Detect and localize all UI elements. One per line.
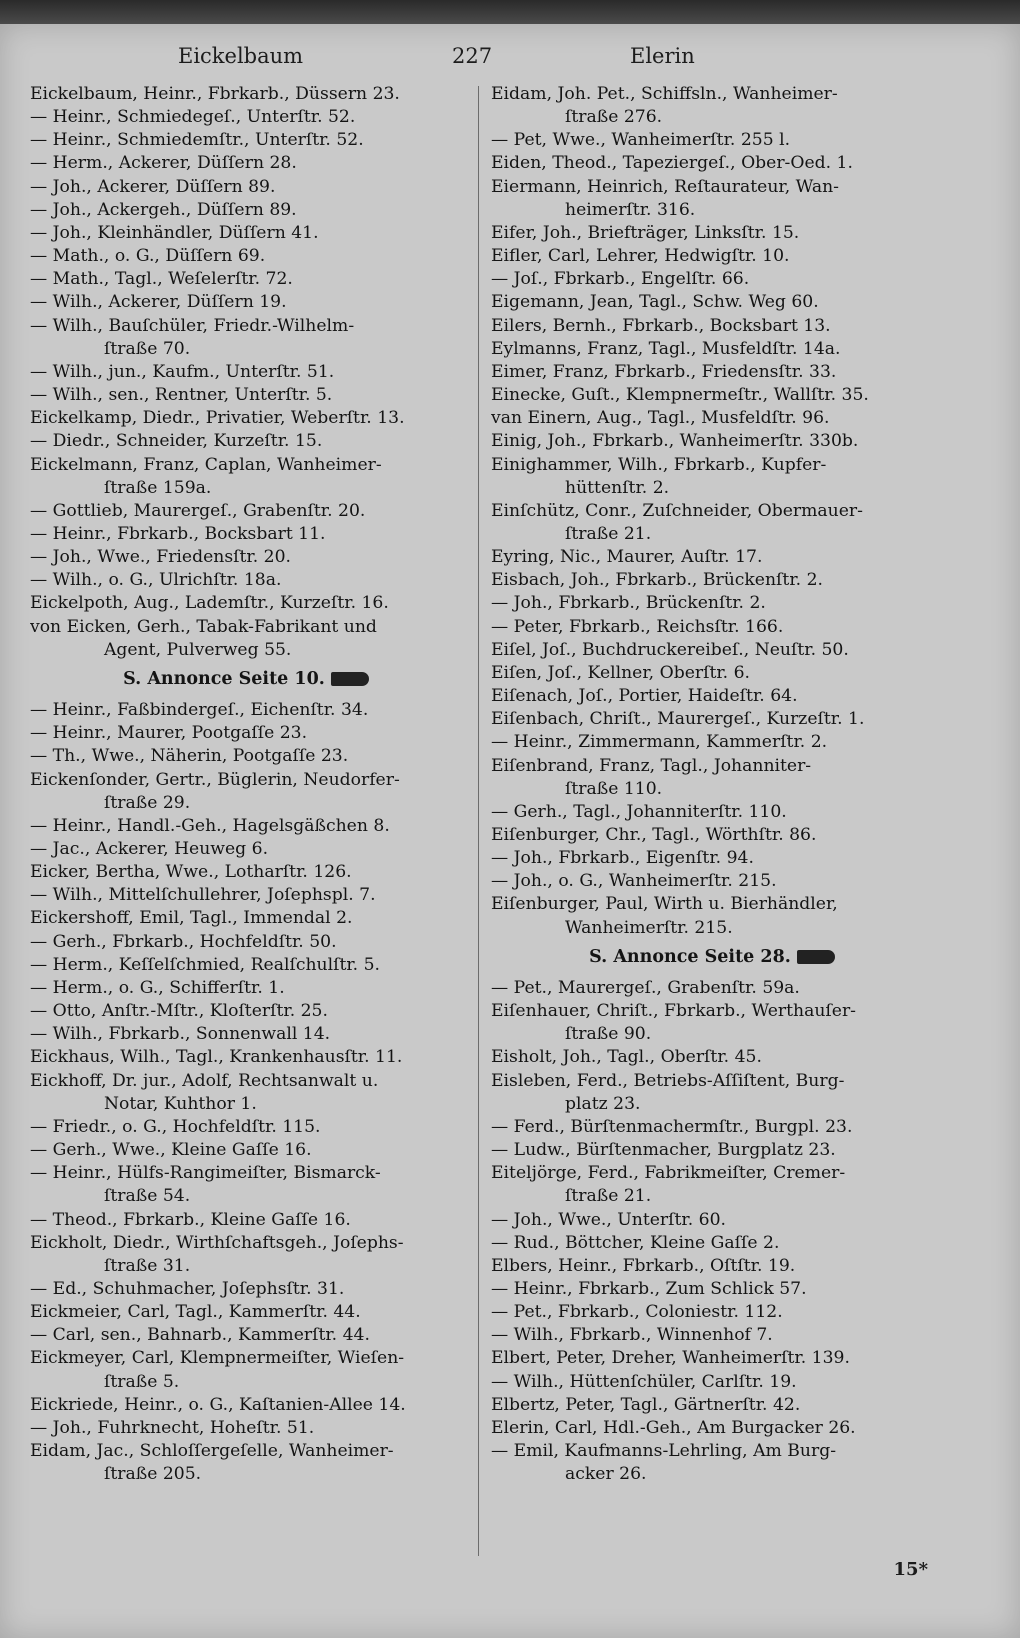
annonce-text: S. Annonce Seite 10. (123, 668, 325, 689)
directory-entry: Eiden, Theod., Tapeziergeſ., Ober-Oed. 1. (491, 153, 853, 174)
directory-entry: Eigemann, Jean, Tagl., Schw. Weg 60. (491, 292, 819, 313)
directory-entry: Eiſenburger, Chr., Tagl., Wörthſtr. 86. (491, 825, 817, 845)
directory-entry: — Math., Tagl., Weſelerſtr. 72. (30, 269, 293, 290)
directory-entry: — Pet., Fbrkarb., Coloniestr. 112. (491, 1302, 783, 1323)
directory-entry: — Math., o. G., Düſſern 69. (30, 246, 266, 267)
directory-entry: Einecke, Guſt., Klempnermeſtr., Wallſtr. 35. (491, 385, 869, 406)
directory-entry: — Heinr., Fbrkarb., Bocksbart 11. (30, 523, 326, 544)
entry-continuation-line: ſtraße 159a. (104, 477, 212, 498)
directory-entry: Eiſen, Joſ., Kellner, Oberſtr. 6. (491, 662, 751, 683)
directory-entry: — Heinr., Faßbindergeſ., Eichenſtr. 34. (30, 700, 369, 721)
directory-entry: Eiſenbrand, Franz, Tagl., Johanniter- (491, 755, 812, 776)
directory-entry: Eickriede, Heinr., o. G., Kaſtanien-Allee 14. (30, 1394, 406, 1415)
entry-continuation-line: ſtraße 110. (565, 778, 663, 799)
directory-entry: Eidam, Jac., Schloſſergeſelle, Wanheimer- (30, 1441, 394, 1462)
signature-mark: 15* (893, 1559, 928, 1580)
directory-entry: — Wilh., sen., Rentner, Unterſtr. 5. (30, 385, 333, 406)
directory-entry: — Jac., Ackerer, Heuweg 6. (30, 839, 269, 859)
left-column (30, 83, 462, 1486)
column-divider (478, 86, 479, 1556)
directory-entry: — Th., Wwe., Näherin, Pootgaſſe 23. (30, 746, 349, 767)
directory-entry: Eidam, Joh. Pet., Schiffsln., Wanheimer- (491, 84, 838, 104)
directory-entry: — Joh., Wwe., Unterſtr. 60. (491, 1209, 726, 1230)
directory-entry: Eickelpoth, Aug., Lademſtr., Kurzeſtr. 16. (30, 593, 389, 614)
directory-entry: — Wilh., o. G., Ulrichſtr. 18a. (30, 570, 282, 591)
directory-entry: Eickelkamp, Diedr., Privatier, Weberſtr. 13. (30, 408, 405, 429)
directory-entry: Eiſenach, Joſ., Portier, Haideſtr. 64. (491, 686, 798, 707)
entry-continuation-line: hüttenſtr. 2. (565, 477, 670, 498)
entry-continuation-line: Agent, Pulverweg 55. (104, 639, 292, 660)
directory-entry: — Gerh., Tagl., Johanniterſtr. 110. (491, 801, 787, 822)
directory-entry: Eickershoff, Emil, Tagl., Immendal 2. (30, 908, 353, 929)
directory-entry: Eimer, Franz, Fbrkarb., Friedensſtr. 33. (491, 361, 837, 382)
directory-entry: — Gottlieb, Maurergeſ., Grabenſtr. 20. (30, 500, 366, 521)
directory-entry: Einſchütz, Conr., Zuſchneider, Obermauer- (491, 500, 863, 521)
directory-entry: Elerin, Carl, Hdl.-Geh., Am Burgacker 26. (491, 1417, 856, 1438)
directory-entry: — Joh., Wwe., Friedensſtr. 20. (30, 547, 292, 568)
annonce-reference (30, 662, 462, 699)
header-left-keyword: Eickelbaum (178, 44, 304, 68)
directory-entry: Einig, Joh., Fbrkarb., Wanheimerſtr. 330b. (491, 431, 859, 452)
directory-entry: — Friedr., o. G., Hochfeldſtr. 115. (30, 1116, 321, 1137)
pointing-hand-icon (797, 950, 835, 964)
directory-entry: — Otto, Anſtr.-Mſtr., Kloſterſtr. 25. (30, 1001, 328, 1022)
directory-entry: Eiſenburger, Paul, Wirth u. Bierhändler, (491, 894, 838, 915)
directory-entry: — Joh., Ackerer, Düſſern 89. (30, 176, 276, 197)
directory-entry: — Wilh., Ackerer, Düſſern 19. (30, 292, 287, 313)
directory-entry: Eiſenbach, Chriſt., Maurergeſ., Kurzeſtr. 1. (491, 709, 865, 730)
directory-entry: Elbers, Heinr., Fbrkarb., Oſtſtr. 19. (491, 1255, 796, 1276)
directory-entry: — Theod., Fbrkarb., Kleine Gaſſe 16. (30, 1209, 351, 1230)
directory-entry: — Heinr., Schmiedegeſ., Unterſtr. 52. (30, 107, 356, 128)
directory-entry: — Pet, Wwe., Wanheimerſtr. 255 l. (491, 130, 791, 151)
directory-entry: Eisleben, Ferd., Betriebs-Aſſiſtent, Burg- (491, 1070, 845, 1091)
directory-entry: — Ludw., Bürſtenmacher, Burgplatz 23. (491, 1140, 836, 1161)
entry-continuation-line: ſtraße 21. (565, 523, 652, 544)
directory-entry: Einighammer, Wilh., Fbrkarb., Kupfer- (491, 454, 827, 475)
directory-entry: Eickholt, Diedr., Wirthſchaftsgeh., Joſephs- (30, 1232, 404, 1253)
page-number: 227 (452, 44, 493, 68)
directory-entry: Elbertz, Peter, Tagl., Gärtnerſtr. 42. (491, 1394, 801, 1415)
directory-entry: Eyring, Nic., Maurer, Auſtr. 17. (491, 547, 763, 568)
directory-entry: Eickhoff, Dr. jur., Adolf, Rechtsanwalt u. (30, 1070, 379, 1091)
entry-continuation-line: ſtraße 70. (104, 338, 191, 359)
directory-entry: — Herm., o. G., Schifferſtr. 1. (30, 977, 285, 998)
directory-entry: — Ferd., Bürſtenmachermſtr., Burgpl. 23. (491, 1116, 853, 1137)
entry-continuation-line: ſtraße 21. (565, 1186, 652, 1207)
directory-entry: Eickelmann, Franz, Caplan, Wanheimer- (30, 454, 382, 475)
directory-entry: — Heinr., Schmiedemſtr., Unterſtr. 52. (30, 130, 364, 151)
directory-entry: Eickenſonder, Gertr., Büglerin, Neudorfer- (30, 769, 400, 790)
annonce-text: S. Annonce Seite 28. (589, 946, 791, 967)
directory-entry: — Heinr., Fbrkarb., Zum Schlick 57. (491, 1278, 807, 1299)
entry-continuation-line: ſtraße 205. (104, 1464, 202, 1485)
directory-entry: Eifer, Joh., Briefträger, Linksſtr. 15. (491, 222, 800, 243)
directory-entry: — Heinr., Zimmermann, Kammerſtr. 2. (491, 732, 828, 753)
entry-continuation-line: acker 26. (565, 1464, 647, 1485)
directory-entry: van Einern, Aug., Tagl., Musfeldſtr. 96. (491, 408, 830, 429)
directory-entry: — Emil, Kaufmanns-Lehrling, Am Burg- (491, 1441, 837, 1462)
directory-entry: — Wilh., jun., Kaufm., Unterſtr. 51. (30, 361, 335, 382)
directory-entry: Eisholt, Joh., Tagl., Oberſtr. 45. (491, 1047, 762, 1068)
entry-continuation-line: Wanheimerſtr. 215. (565, 917, 733, 938)
directory-entry: — Wilh., Hüttenſchüler, Carlſtr. 19. (491, 1371, 797, 1392)
directory-entry: — Joh., Kleinhändler, Düſſern 41. (30, 222, 319, 243)
directory-entry: Elbert, Peter, Dreher, Wanheimerſtr. 139. (491, 1348, 850, 1369)
entry-continuation-line: Notar, Kuhthor 1. (104, 1093, 257, 1114)
header-right-keyword: Elerin (630, 44, 695, 68)
directory-entry: — Joh., Fuhrknecht, Hoheſtr. 51. (30, 1417, 315, 1438)
entry-continuation-line: platz 23. (565, 1093, 641, 1114)
annonce-reference (491, 940, 933, 977)
directory-entry: Eicker, Bertha, Wwe., Lotharſtr. 126. (30, 862, 352, 883)
directory-entry: — Joh., Fbrkarb., Brückenſtr. 2. (491, 593, 766, 614)
directory-entry: — Heinr., Handl.-Geh., Hagelsgäßchen 8. (30, 815, 390, 836)
directory-entry: — Gerh., Wwe., Kleine Gaſſe 16. (30, 1140, 312, 1161)
directory-entry: — Wilh., Fbrkarb., Winnenhof 7. (491, 1325, 773, 1346)
entry-continuation-line: heimerſtr. 316. (565, 199, 696, 220)
directory-entry: Eiſenhauer, Chriſt., Fbrkarb., Werthauſer- (491, 1001, 856, 1022)
directory-entry: — Peter, Fbrkarb., Reichsſtr. 166. (491, 616, 784, 637)
directory-entry: Eilers, Bernh., Fbrkarb., Bocksbart 13. (491, 315, 831, 336)
scan-top-edge (0, 0, 1020, 24)
directory-entry: — Carl, sen., Bahnarb., Kammerſtr. 44. (30, 1325, 370, 1346)
directory-entry: — Heinr., Maurer, Pootgaſſe 23. (30, 723, 308, 744)
directory-page (0, 24, 1020, 1638)
directory-entry: Eylmanns, Franz, Tagl., Musfeldſtr. 14a. (491, 338, 841, 359)
right-column (491, 83, 933, 1486)
directory-entry: — Joh., o. G., Wanheimerſtr. 215. (491, 871, 777, 892)
directory-entry: von Eicken, Gerh., Tabak-Fabrikant und (30, 616, 377, 637)
directory-entry: — Heinr., Hülfs-Rangimeiſter, Bismarck- (30, 1163, 381, 1184)
directory-entry: — Joh., Fbrkarb., Eigenſtr. 94. (491, 848, 754, 869)
directory-entry: — Joh., Ackergeh., Düſſern 89. (30, 199, 297, 220)
page-header (0, 34, 1020, 74)
directory-entry: — Diedr., Schneider, Kurzeſtr. 15. (30, 431, 323, 452)
entry-continuation-line: ſtraße 276. (565, 107, 663, 128)
directory-entry: Eiteljörge, Ferd., Fabrikmeiſter, Cremer- (491, 1163, 846, 1184)
directory-entry: Eiermann, Heinrich, Reſtaurateur, Wan- (491, 176, 839, 197)
directory-entry: Eickhaus, Wilh., Tagl., Krankenhausſtr. 11. (30, 1047, 403, 1068)
directory-entry: — Wilh., Fbrkarb., Sonnenwall 14. (30, 1024, 331, 1045)
directory-entry: — Rud., Böttcher, Kleine Gaſſe 2. (491, 1232, 780, 1253)
directory-entry: Eifler, Carl, Lehrer, Hedwigſtr. 10. (491, 246, 790, 267)
entry-continuation-line: ſtraße 90. (565, 1024, 652, 1045)
directory-entry: Eickmeyer, Carl, Klempnermeiſter, Wieſen- (30, 1348, 405, 1369)
pointing-hand-icon (331, 672, 369, 686)
directory-entry: — Joſ., Fbrkarb., Engelſtr. 66. (491, 269, 750, 290)
directory-entry: — Wilh., Mittelſchullehrer, Joſephspl. 7. (30, 885, 376, 906)
entry-continuation-line: ſtraße 31. (104, 1255, 191, 1276)
directory-entry: — Pet., Maurergeſ., Grabenſtr. 59a. (491, 977, 800, 998)
directory-entry: Eisbach, Joh., Fbrkarb., Brückenſtr. 2. (491, 570, 823, 591)
directory-entry: — Herm., Keſſelſchmied, Realſchulſtr. 5. (30, 954, 381, 975)
directory-entry: — Gerh., Fbrkarb., Hochfeldſtr. 50. (30, 931, 337, 952)
entry-continuation-line: ſtraße 29. (104, 792, 191, 813)
directory-entry: — Wilh., Bauſchüler, Friedr.-Wilhelm- (30, 315, 355, 336)
entry-continuation-line: ſtraße 54. (104, 1186, 191, 1207)
directory-entry: — Ed., Schuhmacher, Joſephsſtr. 31. (30, 1278, 345, 1299)
entry-continuation-line: ſtraße 5. (104, 1371, 180, 1392)
directory-entry: Eickmeier, Carl, Tagl., Kammerſtr. 44. (30, 1302, 361, 1323)
directory-entry: Eiſel, Joſ., Buchdruckereibeſ., Neuſtr. 50. (491, 639, 849, 660)
directory-entry: — Herm., Ackerer, Düſſern 28. (30, 153, 297, 174)
directory-entry: Eickelbaum, Heinr., Fbrkarb., Düssern 23. (30, 84, 400, 104)
